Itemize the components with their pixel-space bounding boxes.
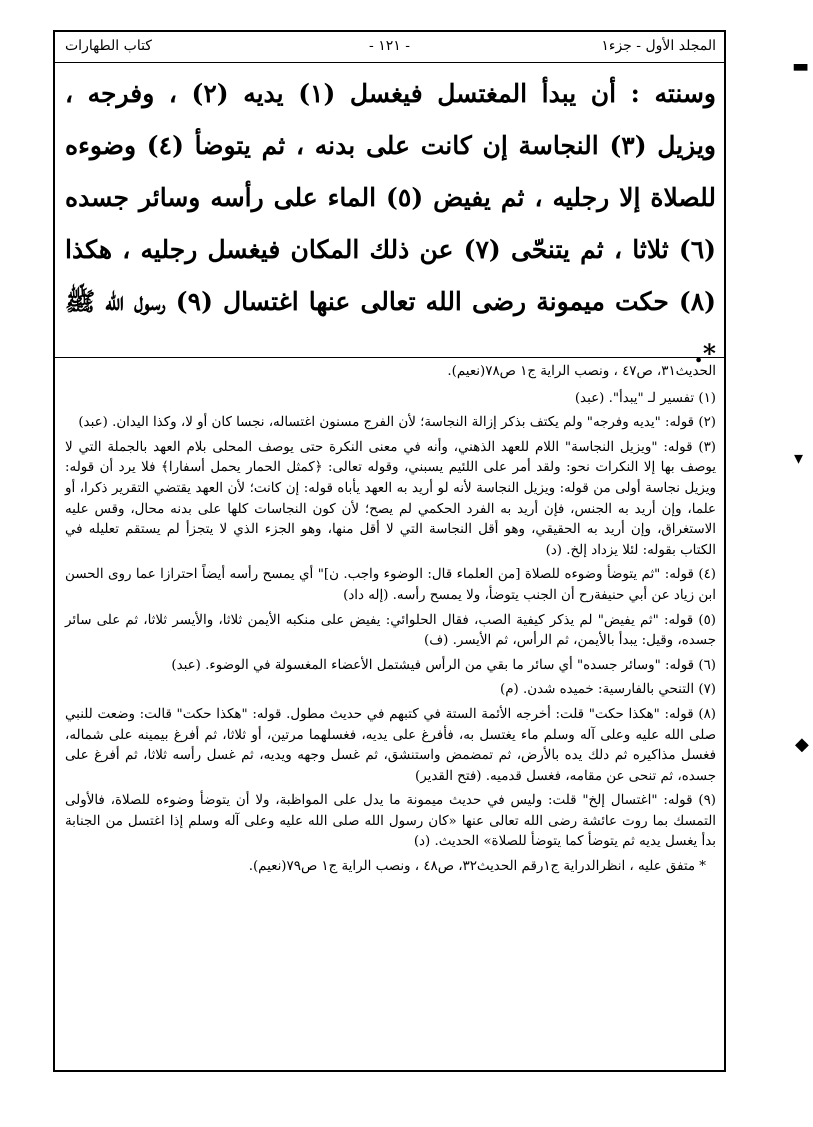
note-6: (٦) قوله: "وسائر جسده" أي سائر ما بقي من الرأس فيشتمل الأعضاء المغسولة في الوضوء. (عبد) — [171, 657, 716, 673]
note-4: (٤) قوله: "ثم يتوضأ وضوءه للصلاة [من العلماء قال: الوضوء واجب. ن]" أي يمسح رأسه أيضاً احترازا عما روى الحسن ابن زياد عن أبي حنيفةرح أن الجنب يتوضأ، ولا يمسح رأسه. (إله داد) — [65, 567, 716, 603]
source-reference: الحديث٣١، ص٤٧ ، ونصب الراية ج١ ص٧٨(نعيم). — [447, 364, 716, 379]
note-8: (٨) قوله: "هكذا حكت" قلت: أخرجه الأئمة الستة في كتبهم في حديث مطول. قوله: "هكذا حكت" قالت: وضعت للنبي صلى الله عليه وعلى آله وسلم ماء يغتسل به، فأفرغ على يديه، فغسلهما مرتين، أو ثلاثا، ثم أفرغ بيمينه على شماله، فغسل مذاكيره ثم دلك يده بالأرض، ثم تمضمض واستنشق، ثم غسل وجهه ويديه، ثم غسل رأسه ثلاثا، ثم أفرغ على جسده، ثم تنحى عن مقامه، فغسل قدميه. (فتح القدير) — [65, 706, 716, 784]
main-text — [65, 68, 716, 380]
margin-mark: ◆ — [795, 734, 809, 755]
note-5: (٥) قوله: "ثم يفيض" لم يذكر كيفية الصب، فقال الحلوائي: يفيض على منكبه الأيمن ثلاثا، والأيسر ثلاثا، ثم على سائر جسده، وقيل: يبدأ بالأيمن، ثم الرأس، ثم الأيسر. (ف) — [65, 612, 716, 649]
page-number: - ١٢١ - — [369, 38, 410, 54]
main-paragraph: وسنته : أن يبدأ المغتسل فيغسل (١) يديه (٢) ، وفرجه ، ويزيل (٣) النجاسة إن كانت على بدنه ، ثم يتوضأ (٤) وضوءه للصلاة إلا رجليه ، ثم يفيض (٥) الماء على رأسه وسائر جسده (٦) ثلاثا ، ثم يتنحّى (٧) عن ذلك المكان فيغسل رجليه ، هكذا (٨) حكت ميمونة رضى الله تعالى عنها اغتسال (٩) رسول الله ﷺ *. — [65, 79, 717, 368]
note-9: (٩) قوله: "اغتسال إلخ" قلت: وليس في حديث ميمونة ما يدل على المواظبة، ولا أن يتوضأ وضوءه للصلاة، فالأولى التمسك بما روت عائشة رضى الله تعالى عنها «كان رسول الله صلى الله عليه وعلى آله وسلم إذا اغتسل من الجنابة بدأ يغسل يديه ثم يتوضأ كما يتوضأ للصلاة» الحديث. (د) — [65, 793, 716, 850]
chapter-title: كتاب الطهارات — [65, 38, 152, 54]
volume-label: المجلد الأول - جزء١ — [601, 38, 716, 54]
commentary-notes — [65, 362, 716, 882]
margin-mark: ▬ — [792, 56, 810, 77]
note-7: (٧) التنحي بالفارسية: خميده شدن. (م) — [500, 682, 716, 698]
notes-divider — [55, 357, 724, 358]
page-frame — [53, 30, 726, 1072]
hadith-footnote: * متفق عليه ، انظرالدراية ج١رقم الحديث٣٢، ص٤٨ ، ونصب الراية ج١ ص٧٩(نعيم). — [248, 859, 706, 875]
header-divider — [55, 62, 724, 63]
note-1: (١) تفسير لـ "يبدأ". (عبد) — [574, 390, 716, 406]
page-header — [55, 32, 724, 62]
note-2: (٢) قوله: "يديه وفرجه" ولم يكتف بذكر إزالة النجاسة؛ لأن الفرج مسنون اغتساله، نجسا كان أو لا، وكذا اليدان. (عبد) — [78, 415, 716, 431]
note-3: (٣) قوله: "ويزيل النجاسة" اللام للعهد الذهني، وأنه في معنى النكرة حتى يوصف المحلى بلام العهد بالجملة التي لا يوصف بها إلا النكرات نحو: ولقد أمر على اللئيم يسبني، وقوله تعالى: ﴿كمثل الحمار يحمل أسفارا﴾ فلا يرد أن قوله: ويزيل نجاسة أولى من قوله: ويزيل النجاسة لأنه لو أريد به العهد يأباه قوله: إن كانت؛ لأن العهد يقتضي التقرير ذكرا، أو علما، وإن أريد به الجنس، فإن أريد به الفرد الحكمي لم يصح؛ لأن كون النجاسات كلها على بدنه محال، وقس عليه الاستغراق، وإن أريد به الحقيقي، وهو أقل النجاسة التي لا أقل منها، وهو الجزء الذي لا يتجزأ لم يستقم تعليله في الكتاب بقوله: لئلا يزداد إلخ. (د) — [65, 439, 716, 558]
margin-mark: ▾ — [794, 448, 804, 469]
